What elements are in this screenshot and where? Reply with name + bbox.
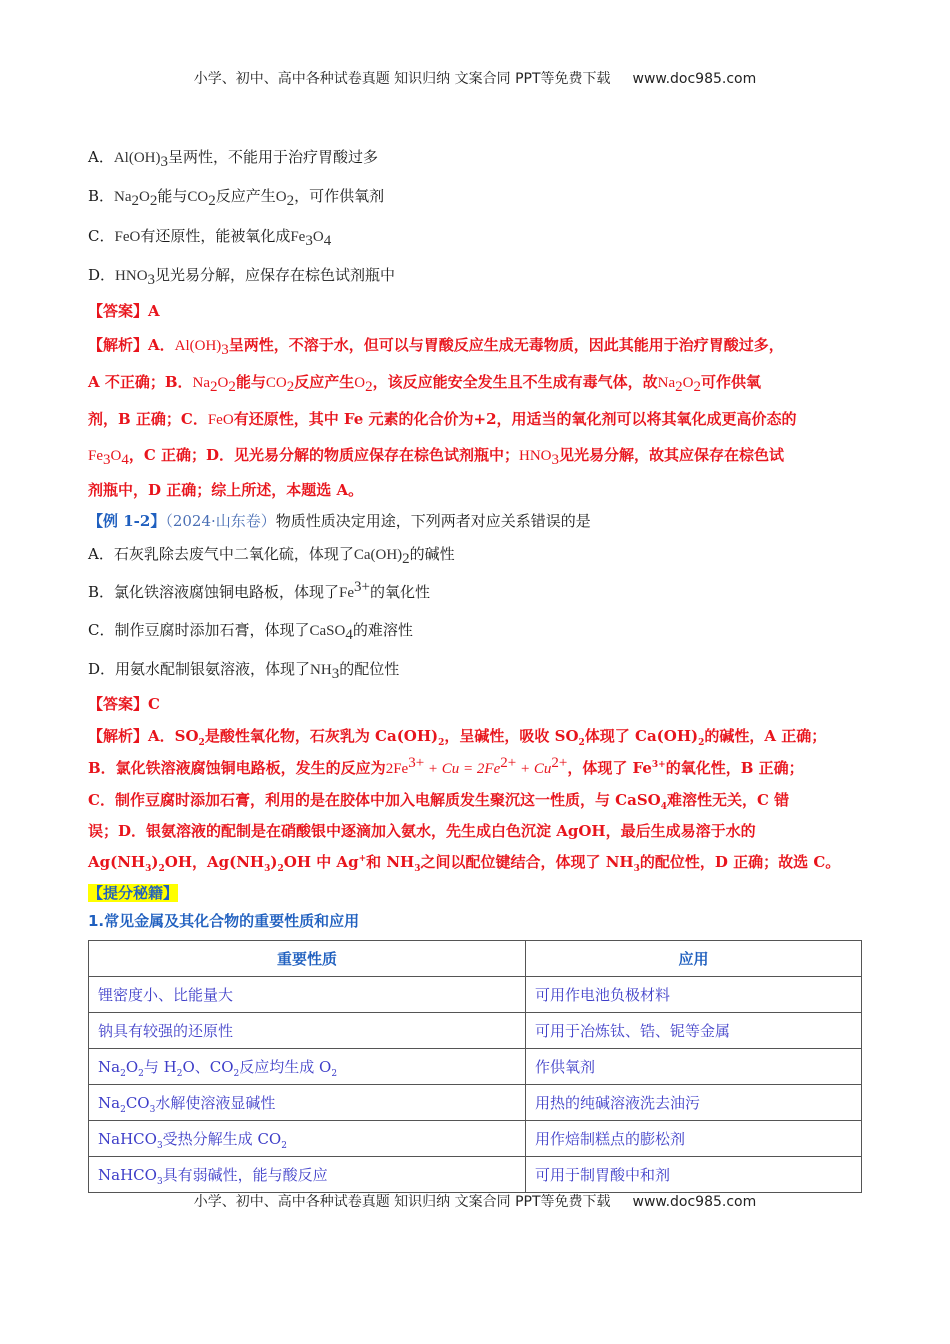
header-url[interactable]: www.doc985.com — [632, 71, 757, 87]
table-cell-application: 可用作电池负极材料 — [526, 977, 862, 1013]
table-cell-application: 作供氧剂 — [526, 1049, 862, 1085]
q2-analysis-line-1: 【解析】A．$SO_2$是酸性氧化物，石灰乳为 $Ca(OH)_2$，呈碱性，吸收 $SO_2$体现了 $Ca(OH)_2$的碱性，A 正确； — [88, 727, 827, 748]
table-cell-application: 可用于制胃酸中和剂 — [526, 1157, 862, 1193]
q2-option-a: A．石灰乳除去废气中二氧化硫，体现了$Ca(OH)_2$的碱性 — [88, 545, 455, 567]
table-cell-property: $Na_2O_2$与 $H_2O$、$CO_2$反应均生成 $O_2$ — [89, 1049, 526, 1085]
q1-option-a: A．$Al(OH)_3$呈两性，不能用于治疗胃酸过多 — [88, 148, 379, 170]
page-header — [0, 68, 950, 88]
q1-option-d: D．$HNO_3$见光易分解，应保存在棕色试剂瓶中 — [88, 266, 396, 288]
q2-analysis-line-3: C．制作豆腐时添加石膏，利用的是在胶体中加入电解质发生聚沉这一性质，与 CaSO$_4$难溶性无关，C 错 — [88, 791, 790, 812]
q2-option-b: B．氯化铁溶液腐蚀铜电路板，体现了$Fe^{3+}$的氧化性 — [88, 579, 431, 601]
table-row — [89, 1013, 862, 1049]
table-cell-property: 锂密度小、比能量大 — [89, 977, 526, 1013]
q1-option-b: B．$Na_2O_2$能与$CO_2$反应产生$O_2$，可作供氧剂 — [88, 187, 385, 209]
table-cell-property: NaHCO$_3$具有弱碱性，能与酸反应 — [89, 1157, 526, 1193]
table-cell-application: 用热的纯碱溶液洗去油污 — [526, 1085, 862, 1121]
q2-option-c: C．制作豆腐时添加石膏，体现了CaSO$_4$的难溶性 — [88, 621, 413, 643]
table-row — [89, 1157, 862, 1193]
table-header-row — [89, 941, 862, 977]
q1-answer: 【答案】A — [88, 302, 160, 320]
q2-answer: 【答案】C — [88, 695, 160, 713]
q2-title — [88, 510, 868, 532]
q1-option-c: C．FeO有还原性，能被氧化成$Fe_3O_4$ — [88, 227, 332, 249]
table-cell-property: 钠具有较强的还原性 — [89, 1013, 526, 1049]
header-text: 小学、初中、高中各种试卷真题 知识归纳 文案合同 PPT等免费下载 — [193, 71, 611, 87]
properties-table — [88, 940, 862, 1193]
tips-label: 【提分秘籍】 — [88, 884, 179, 902]
q1-analysis-line-2: A 不正确；B．$Na_2O_2$能与$CO_2$反应产生$O_2$，该反应能安全发生且不生成有毒气体，故$Na_2O_2$可作供氧 — [88, 373, 761, 395]
footer-text: 小学、初中、高中各种试卷真题 知识归纳 文案合同 PPT等免费下载 — [193, 1194, 611, 1210]
table-row — [89, 977, 862, 1013]
q1-analysis-line-3: 剂，B 正确；C．FeO有还原性，其中 Fe 元素的化合价为+2，用适当的氧化剂可以将其氧化成更高价态的 — [88, 410, 797, 428]
table-header-property: 重要性质 — [89, 941, 526, 977]
q2-analysis-line-2: B．氯化铁溶液腐蚀铜电路板，发生的反应为$2Fe^{3+} + Cu = 2Fe^{2+} + Cu^{2+}$，体现了 $Fe^{3+}$的氧化性，B 正确； — [88, 755, 804, 777]
table-cell-property: $Na_2CO_3$水解使溶液显碱性 — [89, 1085, 526, 1121]
table-header-application: 应用 — [526, 941, 862, 977]
table-cell-property: NaHCO$_3$受热分解生成 $CO_2$ — [89, 1121, 526, 1157]
footer-url[interactable]: www.doc985.com — [632, 1194, 757, 1210]
section-title: 1.常见金属及其化合物的重要性质和应用 — [88, 912, 360, 930]
page-footer — [0, 1191, 950, 1211]
q1-analysis-line-1: 【解析】A．$Al(OH)_3$呈两性，不溶于水，但可以与胃酸反应生成无毒物质，因此其能用于治疗胃酸过多， — [88, 336, 784, 358]
q1-analysis-line-4: $Fe_3O_4$，C 正确；D．见光易分解的物质应保存在棕色试剂瓶中；$HNO_3$见光易分解，故其应保存在棕色试 — [88, 446, 785, 468]
q2-option-d: D．用氨水配制银氨溶液，体现了$NH_3$的配位性 — [88, 660, 400, 682]
table-row — [89, 1121, 862, 1157]
q2-source: （2024·山东卷） — [165, 512, 276, 530]
q2-label: 【例 1-2】 — [88, 512, 166, 530]
q2-stem: 物质性质决定用途，下列两者对应关系错误的是 — [275, 512, 591, 530]
q2-analysis-line-5: $Ag(NH_3)_2OH$，$Ag(NH_3)_2OH$ 中 Ag+和 $NH_3$之间以配位键结合，体现了 $NH_3$的配位性，D 正确；故选 C。 — [88, 853, 841, 874]
table-cell-application: 可用于冶炼钛、锆、铌等金属 — [526, 1013, 862, 1049]
table-row — [89, 1085, 862, 1121]
q1-analysis-line-5: 剂瓶中，D 正确；综上所述，本题选 A。 — [88, 481, 364, 499]
table-cell-application: 用作焙制糕点的膨松剂 — [526, 1121, 862, 1157]
table-row — [89, 1049, 862, 1085]
q2-analysis-line-4: 误；D．银氨溶液的配制是在硝酸银中逐滴加入氨水，先生成白色沉淀 AgOH，最后生成易溶于水的 — [88, 822, 756, 840]
